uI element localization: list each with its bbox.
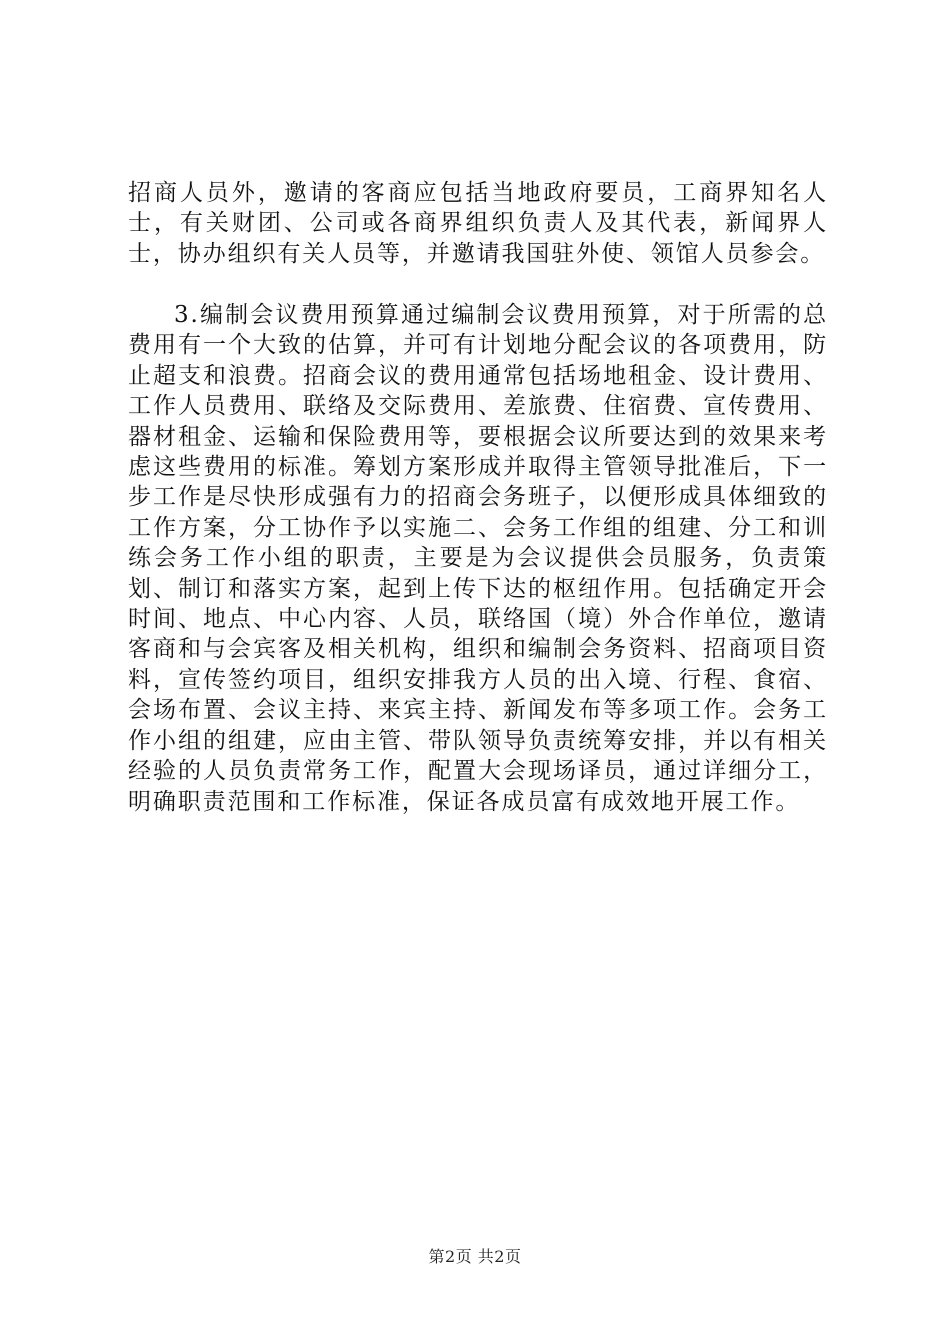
page-number-footer: 第2页 共2页 <box>428 1247 522 1266</box>
paragraph-1: 招商人员外，邀请的客商应包括当地政府要员，工商界知名人士，有关财团、公司或各商界组织负责人及其代表，新闻界人士，协办组织有关人员等，并邀请我国驻外使、领馆人员参会。 <box>128 180 828 267</box>
paragraph-2: 3.编制会议费用预算通过编制会议费用预算，对于所需的总费用有一个大致的估算，并可有计划地分配会议的各项费用，防止超支和浪费。招商会议的费用通常包括场地租金、设计费用、工作人员费用、联络及交际费用、差旅费、住宿费、宣传费用、器材租金、运输和保险费用等，要根据会议所要达到的效果来考虑这些费用的标准。筹划方案形成并取得主管领导批准后，下一步工作是尽快形成强有力的招商会务班子，以便形成具体细致的工作方案，分工协作予以实施二、会务工作组的组建、分工和训练会务工作小组的职责，主要是为会议提供会员服务，负责策划、制订和落实方案，起到上传下达的枢纽作用。包括确定开会时间、地点、中心内容、人员，联络国（境）外合作单位，邀请客商和与会宾客及相关机构，组织和编制会务资料、招商项目资料，宣传签约项目，组织安排我方人员的出入境、行程、食宿、会场布置、会议主持、来宾主持、新闻发布等多项工作。会务工作小组的组建，应由主管、带队领导负责统筹安排，并以有相关经验的人员负责常务工作，配置大会现场译员，通过详细分工，明确职责范围和工作标准，保证各成员富有成效地开展工作。 <box>128 302 828 815</box>
